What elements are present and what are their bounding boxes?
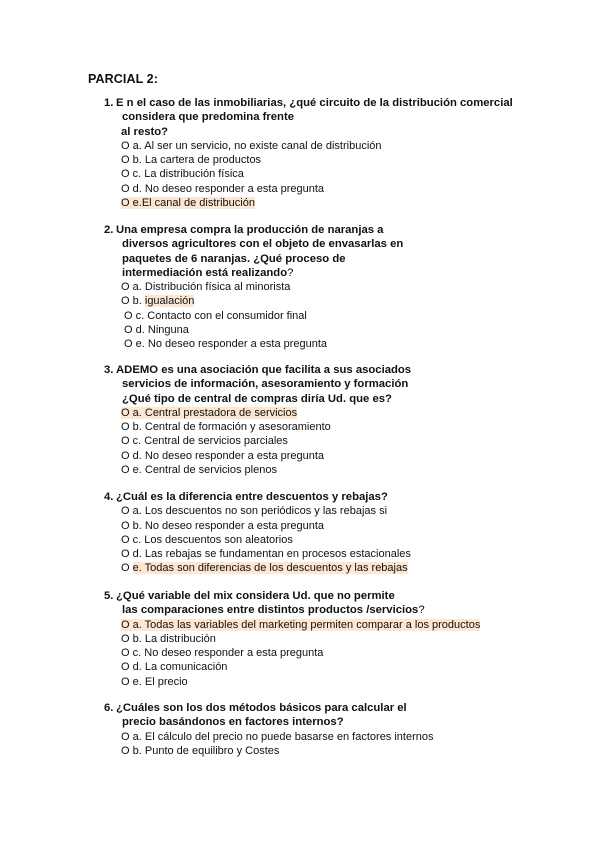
answer-options (0, 139, 600, 210)
option-text: El cálculo del precio no puede basarse en factores internos (144, 730, 434, 743)
option-letter: e. (132, 562, 142, 575)
option-letter: d. (132, 548, 142, 561)
option-letter: e. (132, 464, 142, 477)
selected-answer-highlight (121, 407, 297, 419)
question-text (0, 701, 600, 730)
answer-options (0, 618, 600, 689)
question-5 (0, 589, 600, 689)
answer-options (0, 504, 600, 575)
radio-circle-icon[interactable]: O (121, 421, 130, 434)
option-letter: d. (132, 182, 142, 195)
option-text: Todas son diferencias de los descuentos y las rebajas (144, 562, 408, 575)
answer-option-e[interactable] (0, 561, 600, 575)
radio-circle-icon[interactable]: O (121, 675, 130, 688)
radio-circle-icon[interactable]: O (121, 562, 130, 575)
answer-option-a[interactable] (0, 406, 600, 420)
radio-circle-icon[interactable]: O (121, 168, 130, 181)
option-letter: e. (132, 197, 142, 210)
answer-option-b[interactable] (0, 420, 600, 434)
question-line: E n el caso de las inmobiliarias, ¿qué circuito de la distribución comercial (116, 97, 513, 109)
answer-option-a[interactable] (0, 504, 600, 518)
answer-options (0, 406, 600, 477)
option-text: Contacto con el consumidor final (147, 309, 307, 322)
option-text: No deseo responder a esta pregunta (147, 338, 328, 351)
answer-options (0, 730, 600, 759)
radio-circle-icon[interactable]: O (121, 632, 130, 645)
answer-option-c[interactable] (0, 646, 600, 660)
radio-circle-icon[interactable]: O (121, 182, 130, 195)
option-letter: a. (132, 730, 142, 743)
answer-option-a[interactable] (0, 618, 600, 632)
option-text: Central de servicios plenos (144, 464, 277, 477)
question-line: paquetes de 6 naranjas. ¿Qué proceso de (122, 252, 346, 265)
question-line (0, 603, 600, 617)
option-letter: b. (132, 421, 142, 434)
question-1 (0, 96, 600, 210)
question-6 (0, 701, 600, 758)
question-line-text: las comparaciones entre distintos productos /servicios (122, 604, 419, 617)
option-text: Punto de equilibro y Costes (144, 744, 280, 757)
question-line (0, 266, 600, 280)
question-trailing: ? (418, 604, 425, 617)
selected-answer-highlight (133, 562, 408, 574)
answer-option-c[interactable] (0, 434, 600, 448)
radio-circle-icon[interactable]: O (121, 647, 130, 660)
question-3 (0, 363, 600, 477)
option-letter: b. (132, 519, 142, 532)
answer-option-e[interactable] (0, 675, 600, 689)
option-text: Al ser un servicio, no existe canal de distribución (144, 139, 382, 152)
radio-circle-icon[interactable]: O (121, 435, 130, 448)
answer-option-d[interactable] (0, 449, 600, 463)
option-letter: a. (132, 618, 142, 631)
question-number: 1. (104, 97, 114, 109)
option-text: El precio (144, 675, 188, 688)
option-letter: a. (132, 505, 142, 518)
option-text: igualación (144, 295, 195, 308)
radio-circle-icon[interactable]: O (124, 324, 133, 337)
page-title: PARCIAL 2: (88, 72, 158, 86)
option-text: La distribución física (144, 168, 244, 181)
answer-options (0, 280, 600, 351)
question-4 (0, 490, 600, 576)
radio-circle-icon[interactable]: O (121, 744, 130, 757)
radio-circle-icon[interactable]: O (121, 154, 130, 167)
radio-circle-icon[interactable]: O (121, 533, 130, 546)
answer-option-d[interactable] (0, 660, 600, 674)
answer-option-c[interactable] (0, 167, 600, 181)
question-number: 4. (104, 491, 114, 503)
option-letter: c. (132, 168, 142, 181)
answer-option-b[interactable] (0, 153, 600, 167)
question-number: 3. (104, 364, 114, 376)
radio-circle-icon[interactable]: O (124, 338, 133, 351)
radio-circle-icon[interactable]: O (121, 281, 130, 294)
answer-option-d[interactable] (0, 182, 600, 196)
question-text (0, 363, 600, 406)
option-letter: e. (135, 338, 145, 351)
option-letter: c. (132, 435, 142, 448)
question-line: considera que predomina frente (122, 111, 295, 124)
option-text: No deseo responder a esta pregunta (144, 449, 325, 462)
option-text: Los descuentos no son periódicos y las rebajas si (144, 505, 388, 518)
question-line: ADEMO es una asociación que facilita a sus asociados (116, 364, 412, 376)
option-letter: b. (132, 744, 142, 757)
answer-option-e[interactable] (0, 463, 600, 477)
option-letter: a. (132, 139, 142, 152)
question-line: servicios de información, asesoramiento y formación (122, 378, 409, 391)
option-text: El canal de distribución (141, 197, 255, 210)
answer-option-e[interactable] (0, 337, 600, 351)
option-letter: d. (132, 661, 142, 674)
option-text: Todas las variables del marketing permiten comparar a los productos (144, 618, 481, 631)
option-text: Central prestadora de servicios (144, 406, 298, 419)
option-letter: c. (132, 533, 142, 546)
option-text: Distribución física al minorista (144, 281, 291, 294)
question-number: 6. (104, 702, 114, 714)
option-text: No deseo responder a esta pregunta (144, 647, 324, 660)
option-letter: b. (132, 154, 142, 167)
question-line: ¿Qué variable del mix considera Ud. que no permite (116, 590, 395, 602)
selected-answer-highlight (121, 197, 255, 209)
radio-circle-icon[interactable]: O (121, 548, 130, 561)
option-letter: c. (132, 647, 142, 660)
answer-option-c[interactable] (0, 533, 600, 547)
radio-circle-icon[interactable]: O (121, 139, 130, 152)
question-number: 2. (104, 224, 114, 236)
option-letter: d. (132, 449, 142, 462)
question-line: diversos agricultores con el objeto de envasarlas en (122, 238, 404, 251)
question-trailing: ? (287, 266, 294, 279)
question-line: precio basándonos en factores internos? (122, 716, 344, 729)
option-letter: d. (135, 324, 145, 337)
radio-circle-icon[interactable]: O (121, 406, 130, 419)
question-line-text: intermediación está realizando (122, 266, 288, 279)
question-line: al resto? (121, 125, 169, 138)
option-letter: a. (132, 406, 142, 419)
question-number: 5. (104, 590, 114, 602)
option-letter: a. (132, 281, 142, 294)
radio-circle-icon[interactable]: O (121, 618, 130, 631)
radio-circle-icon[interactable]: O (121, 519, 130, 532)
option-text: La comunicación (144, 661, 228, 674)
answer-option-d[interactable] (0, 547, 600, 561)
selected-answer-highlight (121, 619, 480, 631)
answer-option-b[interactable] (0, 294, 600, 308)
radio-circle-icon[interactable]: O (121, 730, 130, 743)
option-text: Central de servicios parciales (144, 435, 288, 448)
option-text: Central de formación y asesoramiento (144, 421, 331, 434)
selected-answer-highlight (145, 295, 195, 307)
question-text (0, 490, 600, 504)
question-text (0, 589, 600, 618)
option-text: La distribución (144, 632, 216, 645)
answer-option-b[interactable] (0, 519, 600, 533)
question-text (0, 96, 600, 139)
radio-circle-icon[interactable]: O (124, 309, 133, 322)
option-letter: c. (135, 309, 145, 322)
answer-option-b[interactable] (0, 744, 600, 758)
radio-circle-icon[interactable]: O (121, 661, 130, 674)
answer-option-d[interactable] (0, 323, 600, 337)
answer-option-e[interactable] (0, 196, 600, 210)
option-text: Las rebajas se fundamentan en procesos estacionales (144, 548, 411, 561)
option-text: La cartera de productos (144, 154, 262, 167)
option-text: No deseo responder a esta pregunta (144, 182, 325, 195)
question-line: Una empresa compra la producción de naranjas a (116, 224, 384, 236)
question-line: ¿Cuál es la diferencia entre descuentos y rebajas? (116, 491, 388, 503)
option-text: No deseo responder a esta pregunta (144, 519, 325, 532)
answer-option-c[interactable] (0, 309, 600, 323)
option-letter: b. (132, 632, 142, 645)
option-letter: b. (132, 295, 142, 308)
answer-option-a[interactable] (0, 280, 600, 294)
radio-circle-icon[interactable]: O (121, 197, 130, 210)
answer-option-b[interactable] (0, 632, 600, 646)
radio-circle-icon[interactable]: O (121, 505, 130, 518)
option-text: Ninguna (147, 324, 189, 337)
radio-circle-icon[interactable]: O (121, 449, 130, 462)
option-letter: e. (132, 675, 142, 688)
answer-option-a[interactable] (0, 730, 600, 744)
option-text: Los descuentos son aleatorios (144, 533, 293, 546)
question-line: ¿Qué tipo de central de compras diría Ud. que es? (122, 392, 392, 405)
question-text (0, 223, 600, 280)
question-2 (0, 223, 600, 352)
radio-circle-icon[interactable]: O (121, 464, 130, 477)
radio-circle-icon[interactable]: O (121, 295, 130, 308)
answer-option-a[interactable] (0, 139, 600, 153)
question-line: ¿Cuáles son los dos métodos básicos para calcular el (116, 702, 407, 714)
